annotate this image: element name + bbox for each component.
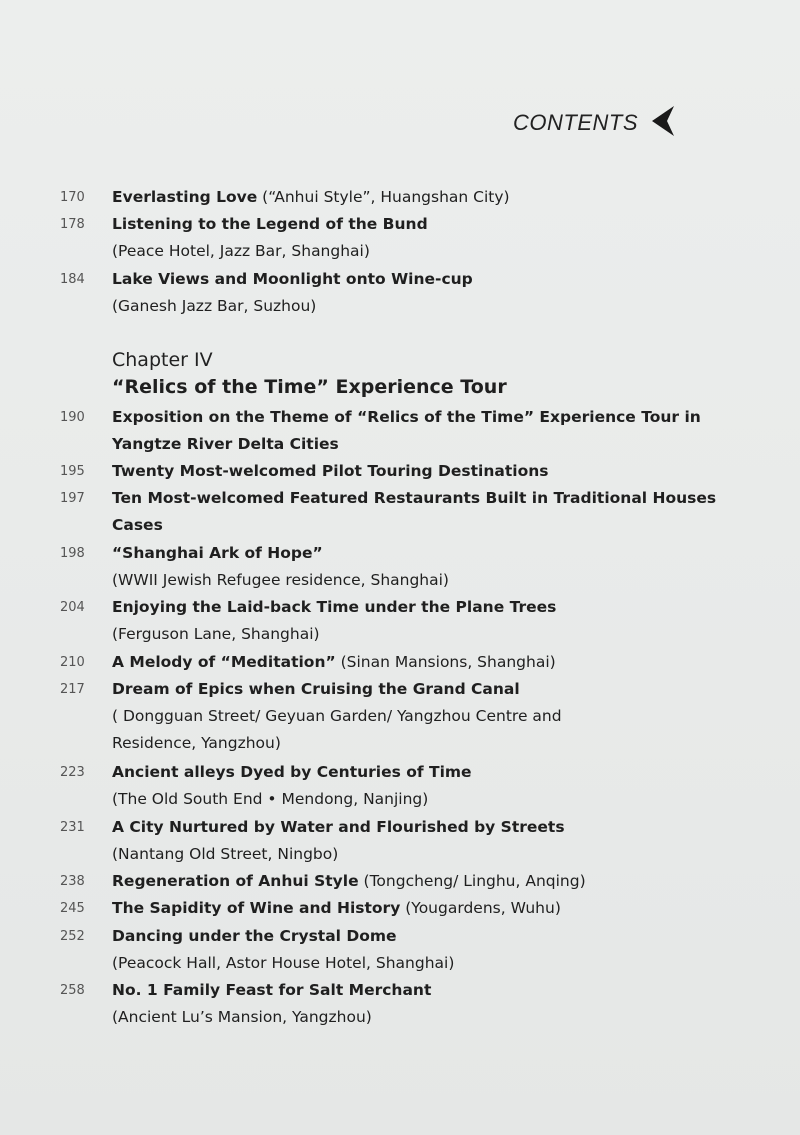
entry-location: (The Old South End • Mendong, Nanjing) xyxy=(112,790,429,808)
entry-title: The Sapidity of Wine and History xyxy=(112,899,401,917)
entry-title: Twenty Most-welcomed Pilot Touring Destinations xyxy=(112,462,549,480)
page-number: 178 xyxy=(60,217,85,232)
entry-title-continued: Yangtze River Delta Cities xyxy=(112,435,339,453)
entry-location: (Ganesh Jazz Bar, Suzhou) xyxy=(112,297,317,315)
page-number: 231 xyxy=(60,820,85,835)
entry-title: Ancient alleys Dyed by Centuries of Time xyxy=(112,763,472,781)
entry-location: (Tongcheng/ Linghu, Anqing) xyxy=(358,872,586,890)
page-number: 190 xyxy=(60,410,85,425)
chapter-label: Chapter IV xyxy=(112,349,213,371)
page-number: 252 xyxy=(60,929,85,944)
entry-location: (Peace Hotel, Jazz Bar, Shanghai) xyxy=(112,242,370,260)
page-number: 198 xyxy=(60,546,85,561)
page-number: 217 xyxy=(60,682,85,697)
chapter-title: “Relics of the Time” Experience Tour xyxy=(112,376,507,398)
entry-location-continued: Residence, Yangzhou) xyxy=(112,734,281,752)
page-number: 238 xyxy=(60,874,85,889)
entry-title: Dream of Epics when Cruising the Grand Canal xyxy=(112,680,520,698)
entry-title: A Melody of “Meditation” xyxy=(112,653,336,671)
section-label: Cases xyxy=(112,516,163,534)
entry-location: (Sinan Mansions, Shanghai) xyxy=(335,653,556,671)
entry-location: (WWII Jewish Refugee residence, Shanghai) xyxy=(112,571,449,589)
entry-line xyxy=(112,184,752,211)
page-number: 195 xyxy=(60,464,85,479)
page-header xyxy=(513,104,676,142)
entry-location: (Nantang Old Street, Ningbo) xyxy=(112,845,339,863)
header-title: CONTENTS xyxy=(513,110,638,135)
entry-location: (“Anhui Style”, Huangshan City) xyxy=(257,188,510,206)
entry-line xyxy=(112,868,752,895)
page-number: 184 xyxy=(60,272,85,287)
entry-location: (Ancient Lu’s Mansion, Yangzhou) xyxy=(112,1008,372,1026)
entry-title: Regeneration of Anhui Style xyxy=(112,872,359,890)
entry-line xyxy=(112,895,752,922)
page-number: 258 xyxy=(60,983,85,998)
entry-title: Listening to the Legend of the Bund xyxy=(112,215,428,233)
entry-location: (Yougardens, Wuhu) xyxy=(400,899,561,917)
entry-title: Lake Views and Moonlight onto Wine-cup xyxy=(112,270,473,288)
page-number: 223 xyxy=(60,765,85,780)
entry-title: Exposition on the Theme of “Relics of the Time” Experience Tour in xyxy=(112,408,701,426)
entry-title: Enjoying the Laid-back Time under the Plane Trees xyxy=(112,598,557,616)
entry-title: Everlasting Love xyxy=(112,188,258,206)
left-arrow-icon xyxy=(650,104,676,142)
entry-title: Dancing under the Crystal Dome xyxy=(112,927,397,945)
entry-location: (Peacock Hall, Astor House Hotel, Shanghai) xyxy=(112,954,455,972)
entry-title: “Shanghai Ark of Hope” xyxy=(112,544,323,562)
entry-title: Ten Most-welcomed Featured Restaurants Built in Traditional Houses xyxy=(112,489,717,507)
page-number: 197 xyxy=(60,491,85,506)
entry-title: No. 1 Family Feast for Salt Merchant xyxy=(112,981,432,999)
page-number: 210 xyxy=(60,655,85,670)
entry-line xyxy=(112,649,752,676)
entry-location: ( Dongguan Street/ Geyuan Garden/ Yangzhou Centre and xyxy=(112,707,562,725)
page-number: 245 xyxy=(60,901,85,916)
page-number: 170 xyxy=(60,190,85,205)
entry-location: (Ferguson Lane, Shanghai) xyxy=(112,625,320,643)
page-number: 204 xyxy=(60,600,85,615)
entry-title: A City Nurtured by Water and Flourished by Streets xyxy=(112,818,565,836)
